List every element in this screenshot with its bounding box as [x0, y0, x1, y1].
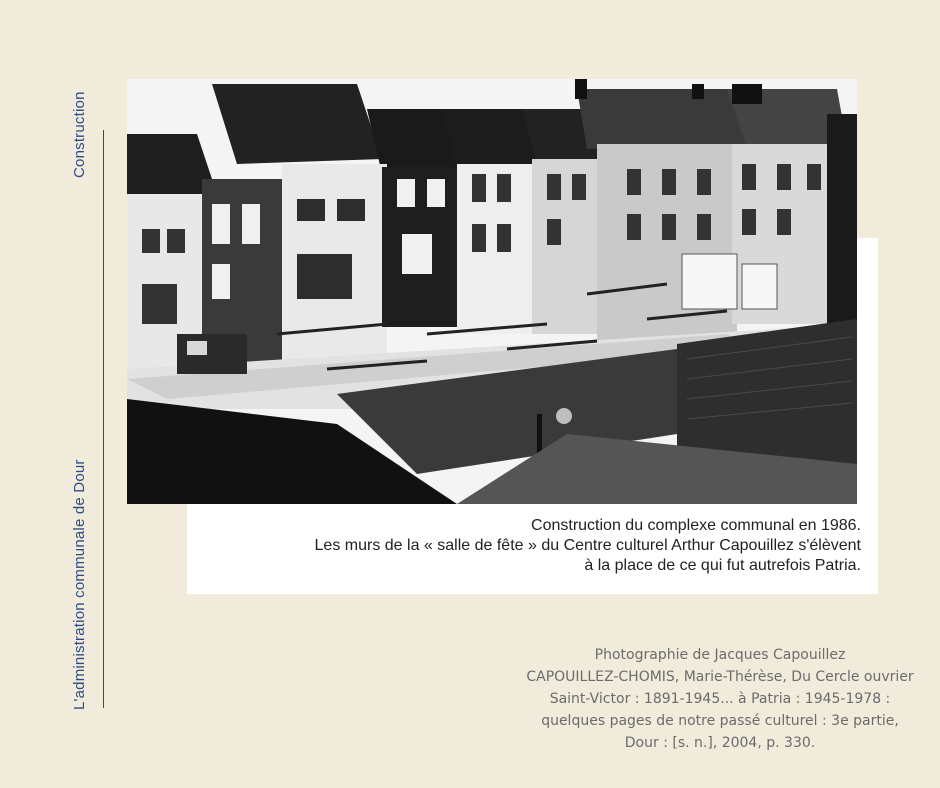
credits-line-3: Saint-Victor : 1891-1945... à Patria : 1945-1978 :	[549, 691, 891, 707]
section-label: Construction	[71, 91, 88, 178]
photograph-icon	[127, 79, 857, 504]
construction-photo	[127, 79, 857, 504]
caption-line-3: à la place de ce qui fut autrefois Patria.	[584, 557, 861, 574]
organization-label: L'administration communale de Dour	[71, 459, 88, 710]
credits-line-1: Photographie de Jacques Capouillez	[594, 647, 846, 663]
vertical-divider	[103, 130, 104, 708]
caption-line-2: Les murs de la « salle de fête » du Centre culturel Arthur Capouillez s'élèvent	[314, 537, 861, 554]
photo-caption	[187, 516, 861, 576]
credits-line-4: quelques pages de notre passé culturel : 3e partie,	[541, 713, 899, 729]
caption-line-1: Construction du complexe communal en 1986.	[531, 517, 861, 534]
credits-line-5: Dour : [s. n.], 2004, p. 330.	[624, 735, 816, 751]
credits-line-2: CAPOUILLEZ-CHOMIS, Marie-Thérèse, Du Cercle ouvrier	[526, 669, 914, 685]
photo-credits	[500, 644, 940, 754]
